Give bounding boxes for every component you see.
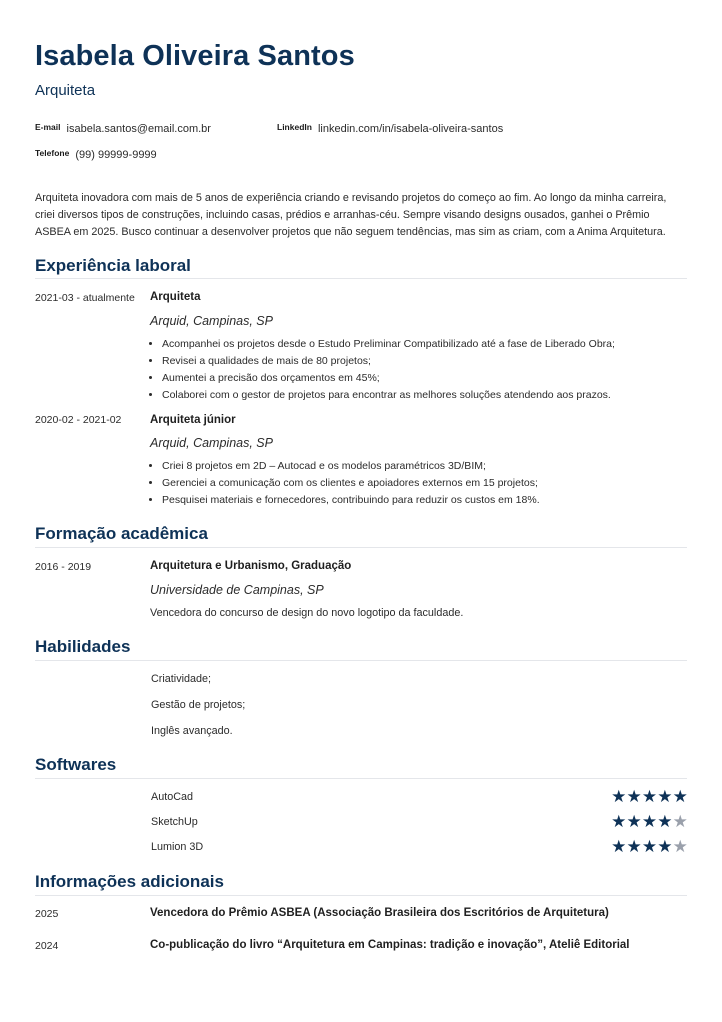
job-bullets xyxy=(150,458,540,509)
software-name: AutoCad xyxy=(151,791,194,803)
star-filled-icon: ★ xyxy=(626,787,642,807)
job-date: 2021-03 - atualmente xyxy=(35,292,135,304)
section-divider xyxy=(35,778,687,779)
job-bullet: • Pesquisei materiais e fornecedores, contribuindo para reduzir os custos em 18%. xyxy=(162,492,540,509)
star-filled-icon: ★ xyxy=(641,837,658,857)
star-filled-icon: ★ xyxy=(672,787,688,807)
education-note: Vencedora do concurso de design do novo logotipo da faculdade. xyxy=(150,607,464,619)
section-divider xyxy=(35,278,687,279)
education-degree: Arquitetura e Urbanismo, Graduação xyxy=(150,560,352,572)
section-title-skills: Habilidades xyxy=(35,637,131,656)
phone-value: (99) 99999-9999 xyxy=(75,149,157,161)
candidate-role: Arquiteta xyxy=(35,82,96,99)
star-filled-icon: ★ xyxy=(641,812,658,832)
skill-item: Inglês avançado. xyxy=(151,725,233,737)
additional-year: 2024 xyxy=(35,940,59,952)
star-filled-icon: ★ xyxy=(626,837,642,857)
job-bullet: • Gerenciei a comunicação com os clientes e apoiadores externos em 15 projetos; xyxy=(162,475,540,492)
job-bullet: • Acompanhei os projetos desde o Estudo Preliminar Compatibilizado até a fase de Liberado Obra; xyxy=(162,336,615,353)
star-filled-icon: ★ xyxy=(611,837,627,857)
section-divider xyxy=(35,660,687,661)
section-title-software: Softwares xyxy=(35,755,117,774)
star-filled-icon: ★ xyxy=(657,837,673,857)
job-title: Arquiteta xyxy=(150,291,201,303)
additional-text: Co-publicação do livro “Arquitetura em Campinas: tradição e inovação”, Ateliê Editorial xyxy=(150,939,630,951)
software-name: Lumion 3D xyxy=(151,841,204,853)
job-company: Arquid, Campinas, SP xyxy=(150,436,273,450)
job-company: Arquid, Campinas, SP xyxy=(150,314,273,328)
section-divider xyxy=(35,895,687,896)
additional-text: Vencedora do Prêmio ASBEA (Associação Brasileira dos Escritórios de Arquitetura) xyxy=(150,907,609,919)
candidate-name: Isabela Oliveira Santos xyxy=(35,40,355,72)
education-school: Universidade de Campinas, SP xyxy=(150,583,324,597)
star-filled-icon: ★ xyxy=(611,812,627,832)
linkedin-value[interactable]: linkedin.com/in/isabela-oliveira-santos xyxy=(317,123,504,135)
contact-linkedin xyxy=(277,122,503,135)
software-rating xyxy=(611,789,688,805)
star-filled-icon: ★ xyxy=(657,787,673,807)
software-name: SketchUp xyxy=(151,816,198,828)
skill-item: Criatividade; xyxy=(151,673,212,685)
job-bullet: • Aumentei a precisão dos orçamentos em 45%; xyxy=(162,370,615,387)
job-bullets xyxy=(150,336,615,404)
section-title-experience: Experiência laboral xyxy=(35,256,191,275)
job-bullet: • Colaborei com o gestor de projetos para encontrar as melhores soluções atendendo aos prazos. xyxy=(162,387,615,404)
section-divider xyxy=(35,547,687,548)
contact-phone xyxy=(35,148,157,161)
profile-summary: Arquiteta inovadora com mais de 5 anos de experiência criando e revisando projetos do começo ao fim. Ao longo da minha carreira, criei diversos tipos de construções, incluindo casas, prédios e arranhas-céu. Sempre visando designs ousados, ganhei o Prêmio ASBEA em 2025. Busco continuar a desenvolver projetos que não seguem tendências, mas sim as criam, com a Anima Arquitetura. xyxy=(35,192,667,238)
linkedin-label: LinkedIn xyxy=(277,122,312,132)
job-date: 2020-02 - 2021-02 xyxy=(35,414,122,426)
section-title-additional: Informações adicionais xyxy=(35,872,224,891)
email-value[interactable]: isabela.santos@email.com.br xyxy=(66,123,211,135)
software-rating xyxy=(611,814,688,830)
section-title-education: Formação acadêmica xyxy=(35,524,208,543)
job-title: Arquiteta júnior xyxy=(150,414,236,426)
star-empty-icon: ★ xyxy=(672,812,688,832)
contact-email xyxy=(35,122,211,135)
education-date: 2016 - 2019 xyxy=(35,561,92,573)
star-filled-icon: ★ xyxy=(611,787,627,807)
star-filled-icon: ★ xyxy=(641,787,658,807)
star-filled-icon: ★ xyxy=(626,812,642,832)
job-bullet: • Revisei a qualidades de mais de 80 projetos; xyxy=(162,353,615,370)
additional-year: 2025 xyxy=(35,908,59,920)
phone-label: Telefone xyxy=(35,148,70,158)
software-rating xyxy=(611,839,688,855)
skill-item: Gestão de projetos; xyxy=(151,699,246,711)
star-filled-icon: ★ xyxy=(657,812,673,832)
job-bullet: • Criei 8 projetos em 2D – Autocad e os modelos paramétricos 3D/BIM; xyxy=(162,458,540,475)
email-label: E-mail xyxy=(35,122,61,132)
star-empty-icon: ★ xyxy=(672,837,688,857)
